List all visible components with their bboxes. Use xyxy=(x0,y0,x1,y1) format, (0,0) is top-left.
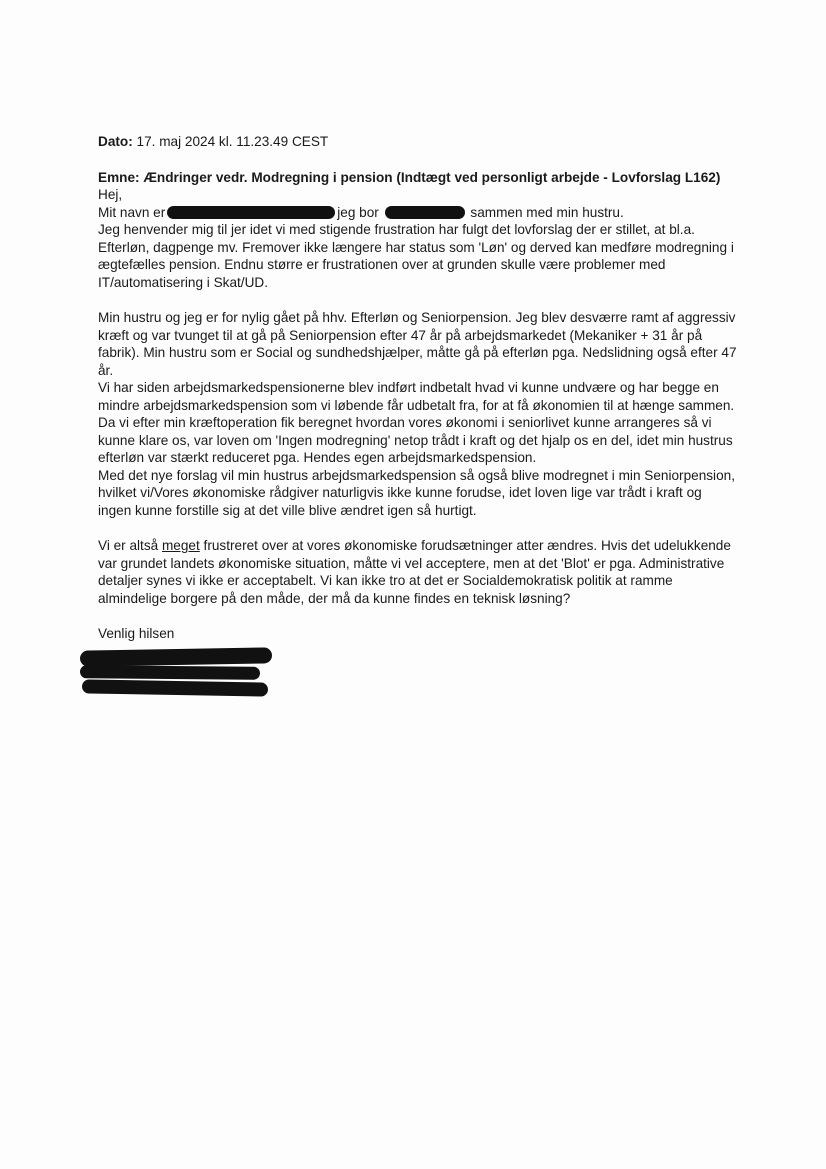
date-line xyxy=(98,133,738,151)
closing: Venlig hilsen xyxy=(98,626,175,641)
paragraph-2d: Med det nye forslag vil min hustrus arbejdsmarkedspension så også blive modregnet i min Seniorpension, hvilket vi/Vores økonomiske rådgiver naturligvis ikke kunne forudse, idet loven lige var trådt i kraft og ingen kunne forstille sig at det ville blive ændret igen så hurtigt. xyxy=(98,467,735,518)
paragraph-1: Jeg henvender mig til jer idet vi med stigende frustration har fulgt det lovforslag der er stillet, at bl.a. Efterløn, dagpenge mv. Fremover ikke længere har status som 'Løn' og derved kan medføre modregning i ægtefælles pension. Endnu større er frustrationen over at grunden skulle være problemer med IT/automatisering i Skat/UD. xyxy=(98,222,734,290)
paragraph-3 xyxy=(98,537,738,607)
redacted-location-block xyxy=(385,206,465,219)
subject-label: Emne: xyxy=(98,169,140,185)
date-value: 17. maj 2024 kl. 11.23.49 CEST xyxy=(136,134,329,149)
signature-redaction-bar xyxy=(82,679,268,696)
date-label: Dato: xyxy=(98,134,133,149)
redacted-signature xyxy=(98,649,298,705)
intro-line xyxy=(98,204,738,222)
paragraph-3-part-1: Vi er altså xyxy=(98,538,159,553)
intro-part-2: jeg bor xyxy=(337,204,379,220)
greeting: Hej, xyxy=(98,187,123,202)
paragraph-2c: Da vi efter min kræftoperation fik beregnet hvordan vores økonomi i seniorlivet kunne arrangeres så vi kunne klare os, var loven om 'Ingen modregning' netop trådt i kraft og det hjalp os en del, idet min hustrus efterløn var stærkt reduceret pga. Hendes egen arbejdsmarkedspension. xyxy=(98,415,733,465)
paragraph-2b: Vi har siden arbejdsmarkedspensionerne blev indført indbetalt hvad vi kunne undvære og har begge en mindre arbejdsmarkedspension som vi løbende får udbetalt fra, for at få økonomien til at hænge sammen. xyxy=(98,380,735,413)
subject-value: Ændringer vedr. Modregning i pension (Indtægt ved personligt arbejde - Lovforslag L162) xyxy=(143,169,721,185)
redacted-name-block xyxy=(167,206,335,219)
signature-redaction-bar xyxy=(80,665,260,680)
paragraph-3-emphasis: meget xyxy=(161,538,200,553)
paragraph-3-part-2: frustreret over at vores økonomiske forudsætninger atter ændres. Hvis det udelukkende var grundet landets økonomiske situation, måtte vi vel acceptere, men at det 'Blot' er pga. Administrative detaljer synes vi ikke er acceptabelt. Vi kan ikke tro at det er Socialdemokratisk politik at ramme almindelige borgere på den måde, der må da kunne findes en teknisk løsning? xyxy=(98,538,731,606)
subject-line xyxy=(98,169,738,187)
letter-content xyxy=(98,133,738,705)
paragraph-2a: Min hustru og jeg er for nylig gået på hhv. Efterløn og Seniorpension. Jeg blev desværre ramt af aggressiv kræft og var tvunget til at gå på Seniorpension efter 47 år på arbejdsmarkedet (Mekaniker + 31 år på fabrik). Min hustru som er Social og sundhedshjælper, måtte gå på efterløn pga. Nedslidning også efter 47 år. xyxy=(98,310,737,378)
intro-part-3: sammen med min hustru. xyxy=(470,204,624,220)
signature-redaction-bar xyxy=(80,647,272,666)
intro-part-1: Mit navn er xyxy=(98,204,166,220)
